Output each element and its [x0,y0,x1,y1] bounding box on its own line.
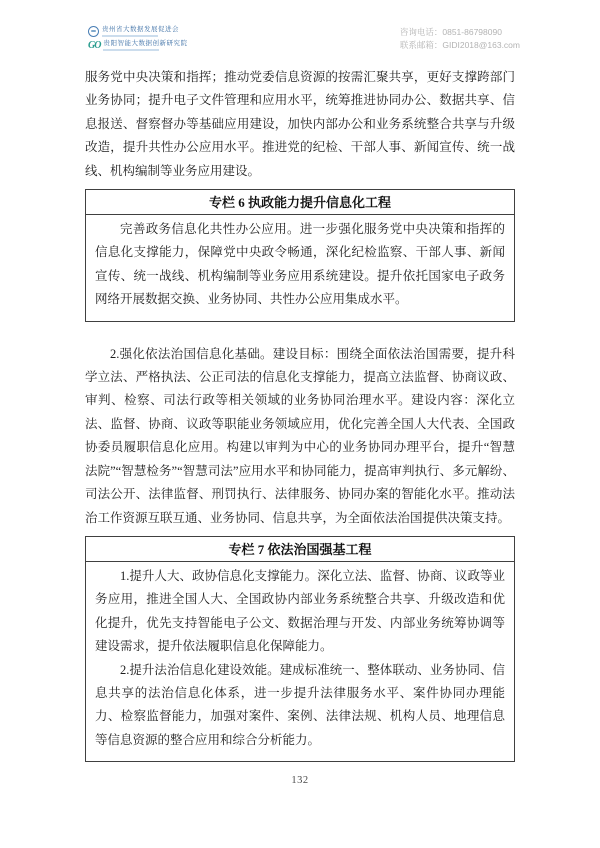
association-logo-subline [102,35,158,38]
association-logo-text: 贵州省大数据发展促进会 [102,26,179,33]
institute-logo-subline [103,49,159,52]
document-body [85,62,515,786]
circle-emblem-icon [88,26,99,37]
contact-email: 联系邮箱：GIDI2018@163.com [399,40,520,50]
box-6-body: 完善政务信息化共性办公应用。进一步强化服务党中央决策和指挥的信息化支撑能力，保障党中央政令畅通，深化纪检监察、干部人事、新闻宣传、统一战线、机构编制等业务应用系统建设。提升依托国家电子政务网络开展数据交换、业务协同、共性办公应用集成水平。 [95,222,505,307]
institute-logo [88,40,187,51]
box-column-6 [85,189,515,322]
box-column-7 [85,536,515,762]
logo-block [88,26,187,51]
paragraph-2: 2.强化依法治国信息化基础。建设目标：围绕全面依法治国需要，提升科学立法、严格执法、公正司法的信息化支撑能力，提高立法监督、协商议政、审判、检察、司法行政等相关领域的业务协同治理水平。建设内容：深化立法、监督、协商、议政等职能业务领域应用，优化完善全国人大代表、全国政协委员履职信息化应用。构建以审判为中心的业务协同办理平台，提升“智慧法院”“智慧检务”“智慧司法”应用水平和协同能力，提高审判执行、多元解纷、司法公开、法律监督、刑罚执行、法律服务、协同办案的智能化水平。推动法治工作资源互联互通、业务协同、信息共享，为全面依法治国提供决策支持。 [85,346,515,525]
page-number: 132 [291,775,309,787]
go-monogram-icon: GO [88,40,101,51]
box-7-title: 专栏 7 依法治国强基工程 [86,537,514,562]
box-7-paragraph-2: 2.提升法治信息化建设效能。建成标准统一、整体联动、业务协同、信息共享的法治信息化体系，进一步提升法律服务水平、案件协同办理能力、检察监督能力，加强对案件、案例、法律法规、机构人员、地理信息等信息资源的整合应用和综合分析能力。 [95,662,505,747]
box-6-title: 专栏 6 执政能力提升信息化工程 [86,190,514,215]
contact-block [400,26,520,52]
contact-phone: 咨询电话：0851-86798090 [399,27,502,37]
page-header [88,26,520,52]
paragraph-1: 服务党中央决策和指挥；推动党委信息资源的按需汇聚共享，更好支撑跨部门业务协同；提升电子文件管理和应用水平，统筹推进协同办公、数据共享、信息报送、督察督办等基础应用建设，加快内部办公和业务系统整合共享与升级改造，提升共性办公应用水平。推进党的纪检、干部人事、新闻宣传、统一战线、机构编制等业务应用建设。 [85,70,515,178]
institute-logo-text: 贵阳智能大数据创新研究院 [103,40,188,47]
association-logo [88,26,187,37]
box-7-paragraph-1: 1.提升人大、政协信息化支撑能力。深化立法、监督、协商、议政等业务应用，推进全国人大、全国政协内部业务系统整合共享、升级改造和优化提升，优先支持智能电子公文、数据治理与开发、内部业务统筹协调等建设需求，提升依法履职信息化保障能力。 [95,568,505,654]
